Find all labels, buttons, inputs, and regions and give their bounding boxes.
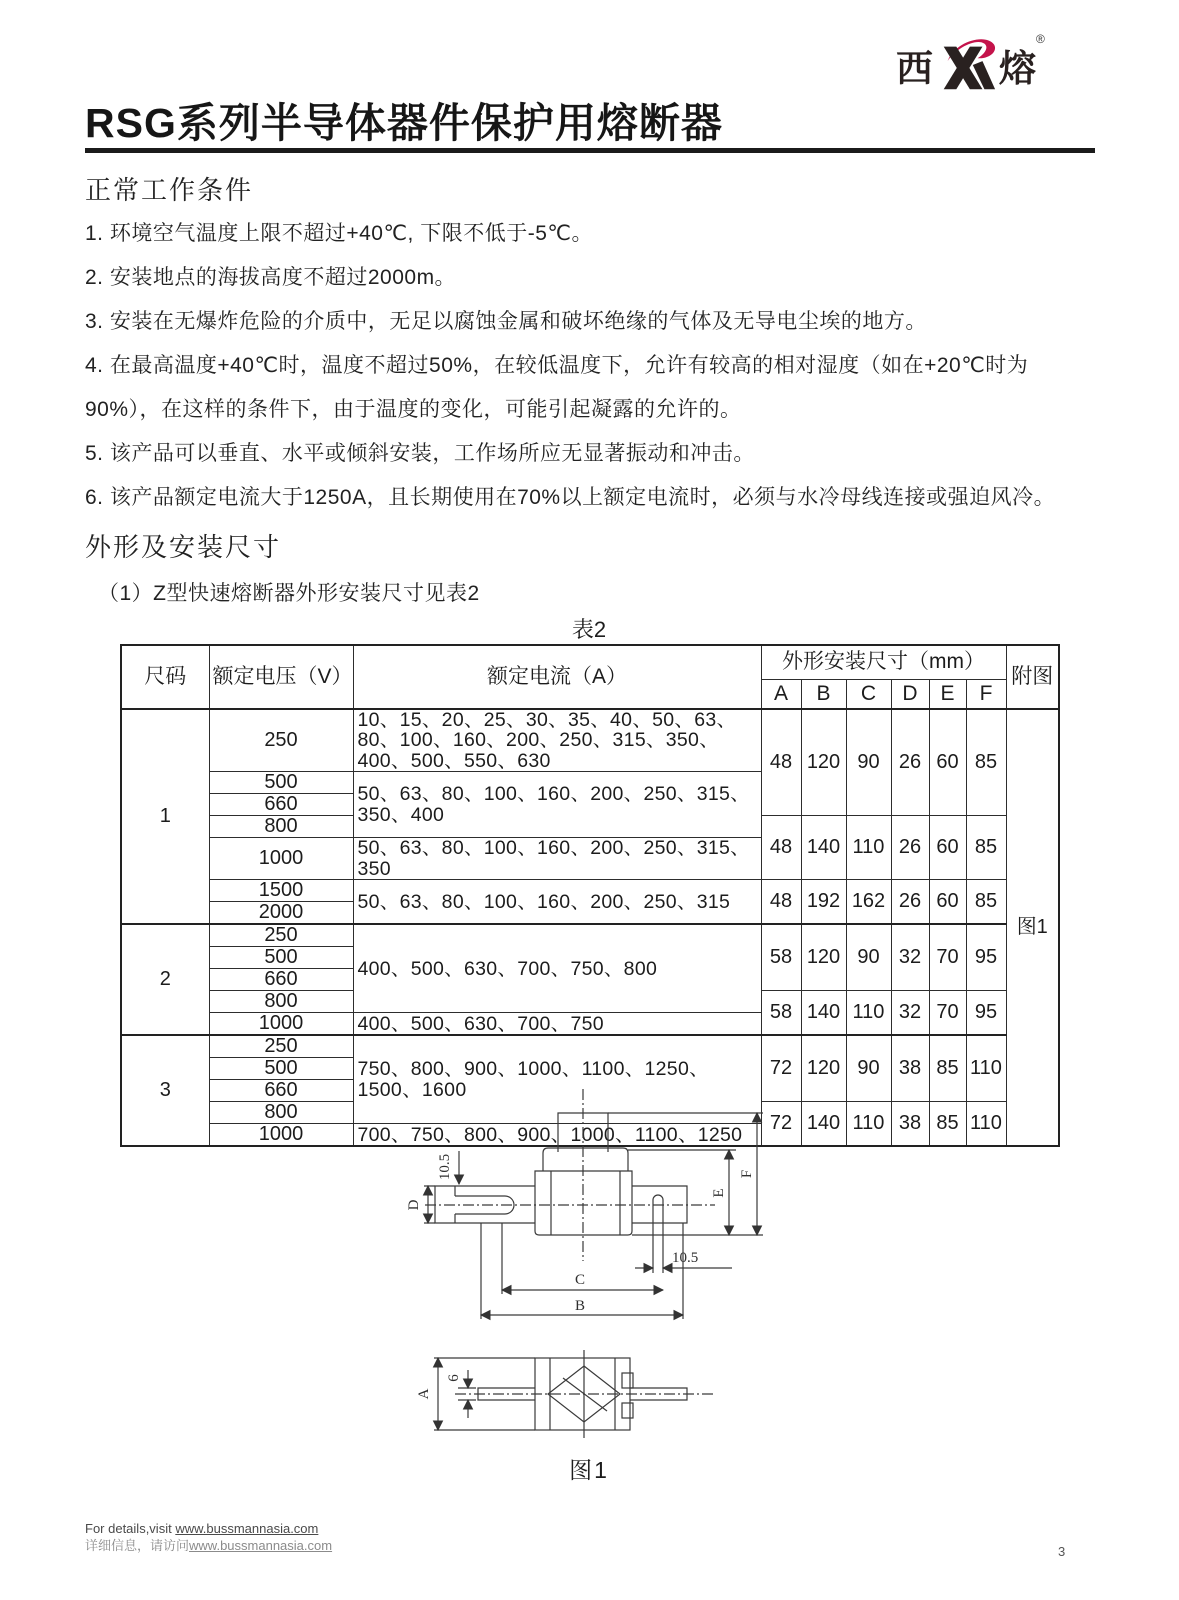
voltage-cell: 1500 (209, 880, 353, 902)
dim-f-cell: 110 (966, 1102, 1006, 1147)
col-header-b: B (801, 680, 846, 710)
dim-a-cell: 48 (761, 816, 801, 880)
table-row (121, 1035, 1059, 1058)
dim-a-cell: 48 (761, 880, 801, 925)
footer-cn-text: 详细信息，请访问 (85, 1538, 190, 1553)
voltage-cell: 250 (209, 924, 353, 947)
col-header-figure: 附图 (1006, 645, 1059, 709)
dim-b-cell: 140 (801, 1102, 846, 1147)
voltage-cell: 1000 (209, 1013, 353, 1036)
dim-e-cell: 60 (929, 880, 966, 925)
current-cell: 50、63、80、100、160、200、250、315、350 (353, 838, 761, 880)
logo-char-right: 熔 (999, 48, 1036, 89)
dim-e-cell: 85 (929, 1102, 966, 1147)
dim-label-10-5-left: 10.5 (437, 1153, 453, 1181)
dim-a-cell: 72 (761, 1102, 801, 1147)
dim-f-cell: 110 (966, 1035, 1006, 1102)
figure-caption: 图1 (569, 1457, 609, 1483)
voltage-cell: 1000 (209, 838, 353, 880)
size-cell: 2 (121, 924, 209, 1035)
dim-b-cell: 120 (801, 924, 846, 991)
voltage-cell: 660 (209, 794, 353, 816)
table-caption: 表2 (571, 617, 607, 642)
current-cell: 400、500、630、700、750、800 (353, 924, 761, 1013)
dim-e-cell: 60 (929, 816, 966, 880)
dim-f-cell: 85 (966, 709, 1006, 816)
current-cell: 750、800、900、1000、1100、1250、1500、1600 (353, 1035, 761, 1124)
dim-f-cell: 85 (966, 816, 1006, 880)
dim-d-cell: 32 (891, 991, 929, 1036)
dim-d-cell: 26 (891, 816, 929, 880)
dim-label-f: F (739, 1169, 755, 1179)
dim-e-cell: 60 (929, 709, 966, 816)
voltage-cell: 250 (209, 1035, 353, 1058)
col-header-dims: 外形安装尺寸（mm） (761, 645, 1006, 680)
footer-cn-link[interactable]: www.bussmannasia.com (189, 1538, 333, 1553)
dim-f-cell: 85 (966, 880, 1006, 925)
voltage-cell: 500 (209, 1058, 353, 1080)
brand-logo (896, 30, 1092, 100)
dim-a-cell: 58 (761, 991, 801, 1036)
size-cell: 1 (121, 709, 209, 924)
dim-f-cell: 95 (966, 991, 1006, 1036)
dim-d-cell: 38 (891, 1035, 929, 1102)
dim-a-cell: 72 (761, 1035, 801, 1102)
dim-b-cell: 120 (801, 1035, 846, 1102)
dimension-table (120, 644, 1060, 1147)
page-title: RSG系列半导体器件保护用熔断器 (85, 100, 723, 146)
dim-c-cell: 90 (846, 924, 891, 991)
voltage-cell: 660 (209, 1080, 353, 1102)
dim-e-cell: 70 (929, 991, 966, 1036)
footer-en-text: For details,visit (85, 1521, 176, 1536)
dim-c-cell: 110 (846, 1102, 891, 1147)
registered-mark: ® (1036, 32, 1045, 46)
current-cell: 10、15、20、25、30、35、40、50、63、80、100、160、200、250、315、350、400、500、550、630 (353, 709, 761, 772)
dim-b-cell: 140 (801, 991, 846, 1036)
title-rule (85, 148, 1095, 153)
current-cell: 50、63、80、100、160、200、250、315 (353, 880, 761, 925)
condition-item: 4. 在最高温度+40℃时，温度不超过50%，在较低温度下，允许有较高的相对湿度（如在+20℃时为90%），在这样的条件下，由于温度的变化，可能引起凝露的允许的。 (85, 354, 1029, 421)
footer (85, 1520, 332, 1554)
voltage-cell: 500 (209, 772, 353, 794)
table-row (121, 709, 1059, 772)
voltage-cell: 1000 (209, 1124, 353, 1147)
dim-b-cell: 140 (801, 816, 846, 880)
current-cell: 50、63、80、100、160、200、250、315、350、400 (353, 772, 761, 838)
dim-c-cell: 90 (846, 1035, 891, 1102)
dim-d-cell: 26 (891, 880, 929, 925)
logo-xr-monogram-icon (934, 34, 998, 96)
dim-d-cell: 38 (891, 1102, 929, 1147)
col-header-voltage: 额定电压（V） (209, 645, 353, 709)
figure-ref-cell: 图1 (1006, 709, 1059, 1146)
condition-item: 5. 该产品可以垂直、水平或倾斜安装，工作场所应无显著振动和冲击。 (85, 442, 755, 465)
voltage-cell: 660 (209, 969, 353, 991)
dim-label-6: 6 (446, 1374, 462, 1382)
page-number: 3 (1058, 1544, 1066, 1559)
current-cell: 400、500、630、700、750 (353, 1013, 761, 1036)
dimensions-note: （1）Z型快速熔断器外形安装尺寸见表2 (98, 582, 480, 605)
logo-char-left: 西 (896, 48, 933, 89)
dim-label-10-5-right: 10.5 (672, 1250, 699, 1266)
dim-d-cell: 26 (891, 709, 929, 816)
dim-label-e: E (711, 1188, 727, 1198)
dim-label-a: A (416, 1388, 432, 1400)
condition-item: 6. 该产品额定电流大于1250A，且长期使用在70%以上额定电流时，必须与水冷母线连接或强迫风冷。 (85, 486, 1056, 509)
table-row (121, 924, 1059, 947)
dim-c-cell: 90 (846, 709, 891, 816)
dim-label-b: B (574, 1298, 586, 1314)
col-header-c: C (846, 680, 891, 710)
voltage-cell: 800 (209, 991, 353, 1013)
dim-a-cell: 58 (761, 924, 801, 991)
col-header-d: D (891, 680, 929, 710)
section-heading-dimensions: 外形及安装尺寸 (85, 532, 282, 562)
dim-label-c: C (574, 1272, 586, 1288)
dim-e-cell: 70 (929, 924, 966, 991)
col-header-current: 额定电流（A） (353, 645, 761, 709)
dim-b-cell: 192 (801, 880, 846, 925)
voltage-cell: 2000 (209, 902, 353, 925)
dim-c-cell: 110 (846, 991, 891, 1036)
voltage-cell: 500 (209, 947, 353, 969)
dim-c-cell: 162 (846, 880, 891, 925)
dim-a-cell: 48 (761, 709, 801, 816)
dim-label-d: D (406, 1199, 422, 1211)
condition-item: 3. 安装在无爆炸危险的介质中，无足以腐蚀金属和破坏绝缘的气体及无导电尘埃的地方。 (85, 310, 927, 333)
dim-d-cell: 32 (891, 924, 929, 991)
section-heading-working-conditions: 正常工作条件 (85, 175, 254, 205)
col-header-a: A (761, 680, 801, 710)
working-conditions-list (85, 212, 1101, 520)
dim-c-cell: 110 (846, 816, 891, 880)
voltage-cell: 800 (209, 816, 353, 838)
condition-item: 1. 环境空气温度上限不超过+40℃, 下限不低于-5℃。 (85, 222, 593, 245)
col-header-e: E (929, 680, 966, 710)
condition-item: 2. 安装地点的海拔高度不超过2000m。 (85, 266, 457, 289)
fuse-side-view-drawing (406, 1083, 810, 1333)
size-cell: 3 (121, 1035, 209, 1146)
footer-en-link[interactable]: www.bussmannasia.com (175, 1521, 319, 1536)
col-header-size: 尺码 (121, 645, 209, 709)
voltage-cell: 800 (209, 1102, 353, 1124)
table-row (121, 880, 1059, 902)
dim-f-cell: 95 (966, 924, 1006, 991)
dim-b-cell: 120 (801, 709, 846, 816)
current-cell: 700、750、800、900、1000、1100、1250 (353, 1124, 761, 1147)
dim-e-cell: 85 (929, 1035, 966, 1102)
voltage-cell: 250 (209, 709, 353, 772)
col-header-f: F (966, 680, 1006, 710)
